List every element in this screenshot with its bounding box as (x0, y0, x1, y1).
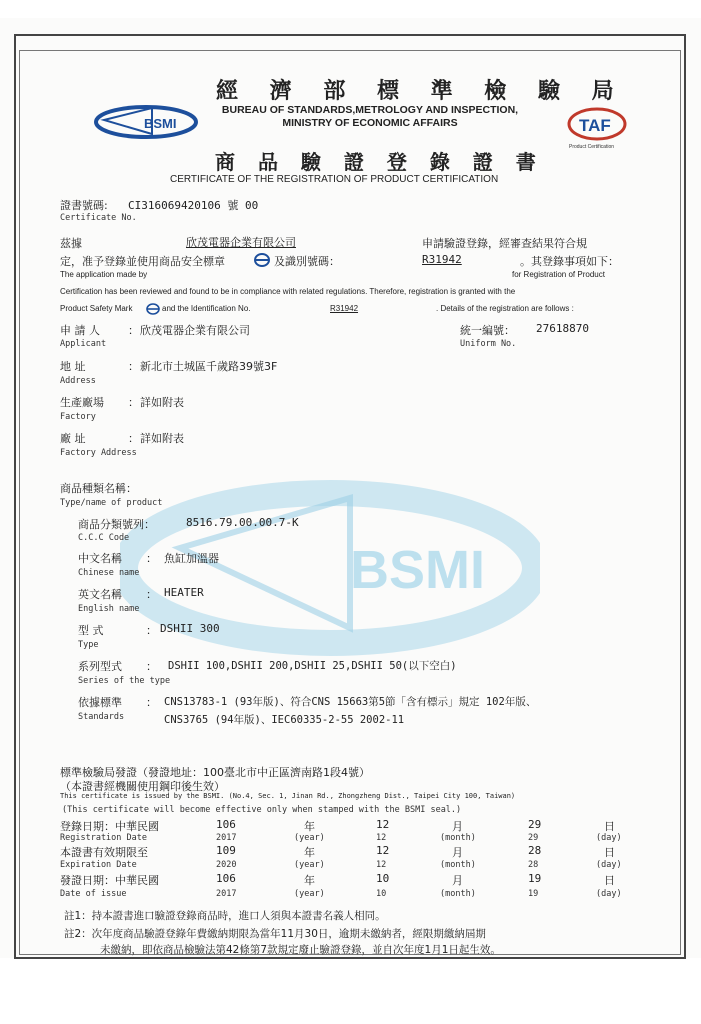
svg-text:Product Certification: Product Certification (569, 144, 615, 150)
date-label-en: Expiration Date (60, 860, 137, 870)
certificate-title-en: CERTIFICATE OF THE REGISTRATION OF PRODUCT CERTIFICATION (170, 174, 499, 185)
year-unit: 年 (304, 846, 315, 859)
svg-text:TAF: TAF (579, 116, 611, 135)
bureau-title-en-2: MINISTRY OF ECONOMIC AFFAIRS (282, 117, 458, 129)
month-unit-en: (month) (440, 833, 476, 843)
note-2-line-2: 未繳納，即依商品檢驗法第42條第7款規定廢止驗證登錄，並自次年度1月1日起生效。 (100, 944, 501, 956)
day-unit-en: (day) (596, 860, 622, 870)
statement-en-3d: . Details of the registration are follows : (436, 304, 574, 313)
note-1: 註1：持本證書進口驗證登錄商品時，進口人須與本證書名義人相同。 (64, 910, 386, 922)
statement-en-1b: for Registration of Product (512, 270, 605, 279)
date-month: 10 (376, 872, 390, 885)
applicant-label: 申 請 人 (60, 324, 100, 337)
statement-en-1a: The application made by (60, 270, 148, 279)
standards-value-1: CNS13783-1 (93年版)、符合CNS 15663第5節「含有標示」規定 102年版、 (164, 696, 537, 708)
statement-id-no: R31942 (422, 253, 462, 266)
date-month: 12 (376, 818, 390, 831)
year-unit: 年 (304, 820, 315, 833)
year-unit-en: (year) (294, 889, 325, 899)
series-label: 系列型式 (78, 660, 122, 673)
factory-address-label-en: Factory Address (60, 448, 137, 458)
month-unit-en: (month) (440, 889, 476, 899)
issuer-en-2: (This certificate will become effective only when stamped with the BSMI seal.) (62, 805, 462, 815)
date-day: 29 (528, 818, 542, 831)
date-month-en: 12 (376, 833, 387, 843)
statement-zh-2b: 及識別號碼： (274, 255, 340, 268)
certificate-no-label-en: Certificate No. (60, 213, 137, 223)
issuer-zh-2: （本證書經機關使用鋼印後生效） (60, 780, 225, 793)
chinese-name-label-en: Chinese name (78, 568, 140, 578)
day-unit: 日 (604, 820, 615, 833)
date-year: 106 (216, 872, 236, 885)
svg-text:BSMI: BSMI (144, 116, 177, 131)
factory-label: 生產廠場 (60, 396, 104, 409)
date-day-en: 28 (528, 860, 539, 870)
uniform-no-label: 統一編號： (460, 324, 515, 337)
chinese-name-label: 中文名稱 (78, 552, 122, 565)
day-unit: 日 (604, 846, 615, 859)
factory-address-label: 廠 址 (60, 432, 86, 445)
type-label-en: Type (78, 640, 99, 650)
bureau-title-en-1: BUREAU OF STANDARDS,METROLOGY AND INSPECTION, (221, 104, 519, 116)
date-day: 28 (528, 844, 542, 857)
type-label: 型 式 (78, 624, 104, 637)
address-label: 地 址 (60, 360, 86, 373)
date-label: 登錄日期：中華民國 (60, 820, 159, 833)
statement-zh-2c: 。其登錄事項如下： (520, 255, 619, 268)
statement-zh-1b: 申請驗證登錄，經審查結果符合規 (422, 237, 587, 250)
day-unit-en: (day) (596, 833, 622, 843)
month-unit: 月 (452, 874, 463, 887)
ccc-code-label: 商品分類號列： (78, 518, 155, 531)
series-value: DSHII 100,DSHII 200,DSHII 25,DSHII 50(以下空白) (168, 660, 457, 672)
statement-en-2: Certification has been reviewed and found to be in compliance with related regulations. Therefore, registration is granted with the (60, 287, 516, 296)
applicant-value: 欣茂電器企業有限公司 (140, 324, 250, 337)
type-value: DSHII 300 (160, 622, 220, 635)
english-name-label: 英文名稱 (78, 588, 122, 601)
month-unit: 月 (452, 820, 463, 833)
statement-zh-1a: 茲據 (60, 237, 82, 250)
standards-value-2: CNS3765 (94年版)、IEC60335-2-55 2002-11 (164, 714, 405, 726)
date-label-en: Registration Date (60, 833, 147, 843)
factory-address-value: 詳如附表 (140, 432, 184, 445)
certificate-no-label: 證書號碼: (60, 199, 108, 212)
statement-en-3c: R31942 (330, 304, 359, 313)
day-unit: 日 (604, 874, 615, 887)
safety-mark-icon-small (146, 303, 160, 315)
product-type-label-en: Type/name of product (60, 498, 163, 508)
uniform-no-label-en: Uniform No. (460, 339, 517, 349)
note-2-line-1: 註2：次年度商品驗證登錄年費繳納期限為當年11月30日，逾期未繳納者，經限期繳納屆期 (64, 928, 486, 940)
uniform-no-value: 27618870 (536, 322, 589, 335)
statement-zh-2a: 定，准予登錄並使用商品安全標章 (60, 255, 225, 268)
series-label-en: Series of the type (78, 676, 171, 686)
date-day-en: 19 (528, 889, 539, 899)
svg-text:BSMI: BSMI (350, 540, 485, 600)
month-unit: 月 (452, 846, 463, 859)
chinese-name-value: 魚缸加溫器 (164, 552, 219, 565)
date-label: 發證日期：中華民國 (60, 874, 159, 887)
date-year: 106 (216, 818, 236, 831)
bureau-title-zh: 經 濟 部 標 準 檢 驗 局 (216, 79, 626, 104)
factory-label-en: Factory (60, 412, 96, 422)
month-unit-en: (month) (440, 860, 476, 870)
year-unit: 年 (304, 874, 315, 887)
standards-label-en: Standards (78, 712, 125, 722)
date-month-en: 12 (376, 860, 387, 870)
taf-logo (565, 104, 635, 154)
date-year: 109 (216, 844, 236, 857)
statement-en-3b: and the Identification No. (162, 304, 251, 313)
date-label: 本證書有效期限至 (60, 846, 148, 859)
date-day: 19 (528, 872, 542, 885)
date-year-en: 2020 (216, 860, 237, 870)
year-unit-en: (year) (294, 860, 325, 870)
english-name-label-en: English name (78, 604, 140, 614)
date-month: 12 (376, 844, 390, 857)
ccc-code-value: 8516.79.00.00.7-K (186, 516, 299, 529)
product-type-label: 商品種類名稱： (60, 482, 137, 495)
date-month-en: 10 (376, 889, 387, 899)
certificate-title-zh: 商 品 驗 證 登 錄 證 書 (215, 150, 544, 174)
issuer-en-1: This certificate is issued by the BSMI. (No.4, Sec. 1, Jinan Rd., Zhongzheng Dist., Taipei City 100, Taiwan) (60, 792, 516, 800)
standards-label: 依據標準 (78, 696, 122, 709)
date-year-en: 2017 (216, 833, 237, 843)
date-day-en: 29 (528, 833, 539, 843)
bsmi-logo (92, 102, 200, 142)
english-name-value: HEATER (164, 586, 204, 599)
date-label-en: Date of issue (60, 889, 127, 899)
day-unit-en: (day) (596, 889, 622, 899)
factory-value: 詳如附表 (140, 396, 184, 409)
applicant-label-en: Applicant (60, 339, 107, 349)
statement-company: 欣茂電器企業有限公司 (186, 236, 296, 249)
safety-mark-icon (254, 253, 270, 267)
year-unit-en: (year) (294, 833, 325, 843)
address-value: 新北市土城區千歲路39號3F (140, 360, 278, 373)
address-label-en: Address (60, 376, 96, 386)
certificate-no-value: CI316069420106 號 00 (128, 199, 259, 212)
date-year-en: 2017 (216, 889, 237, 899)
issuer-zh-1: 標準檢驗局發證（發證地址：100臺北市中正區濟南路1段4號） (60, 766, 370, 779)
statement-en-3a: Product Safety Mark (60, 304, 133, 313)
ccc-code-label-en: C.C.C Code (78, 533, 130, 543)
